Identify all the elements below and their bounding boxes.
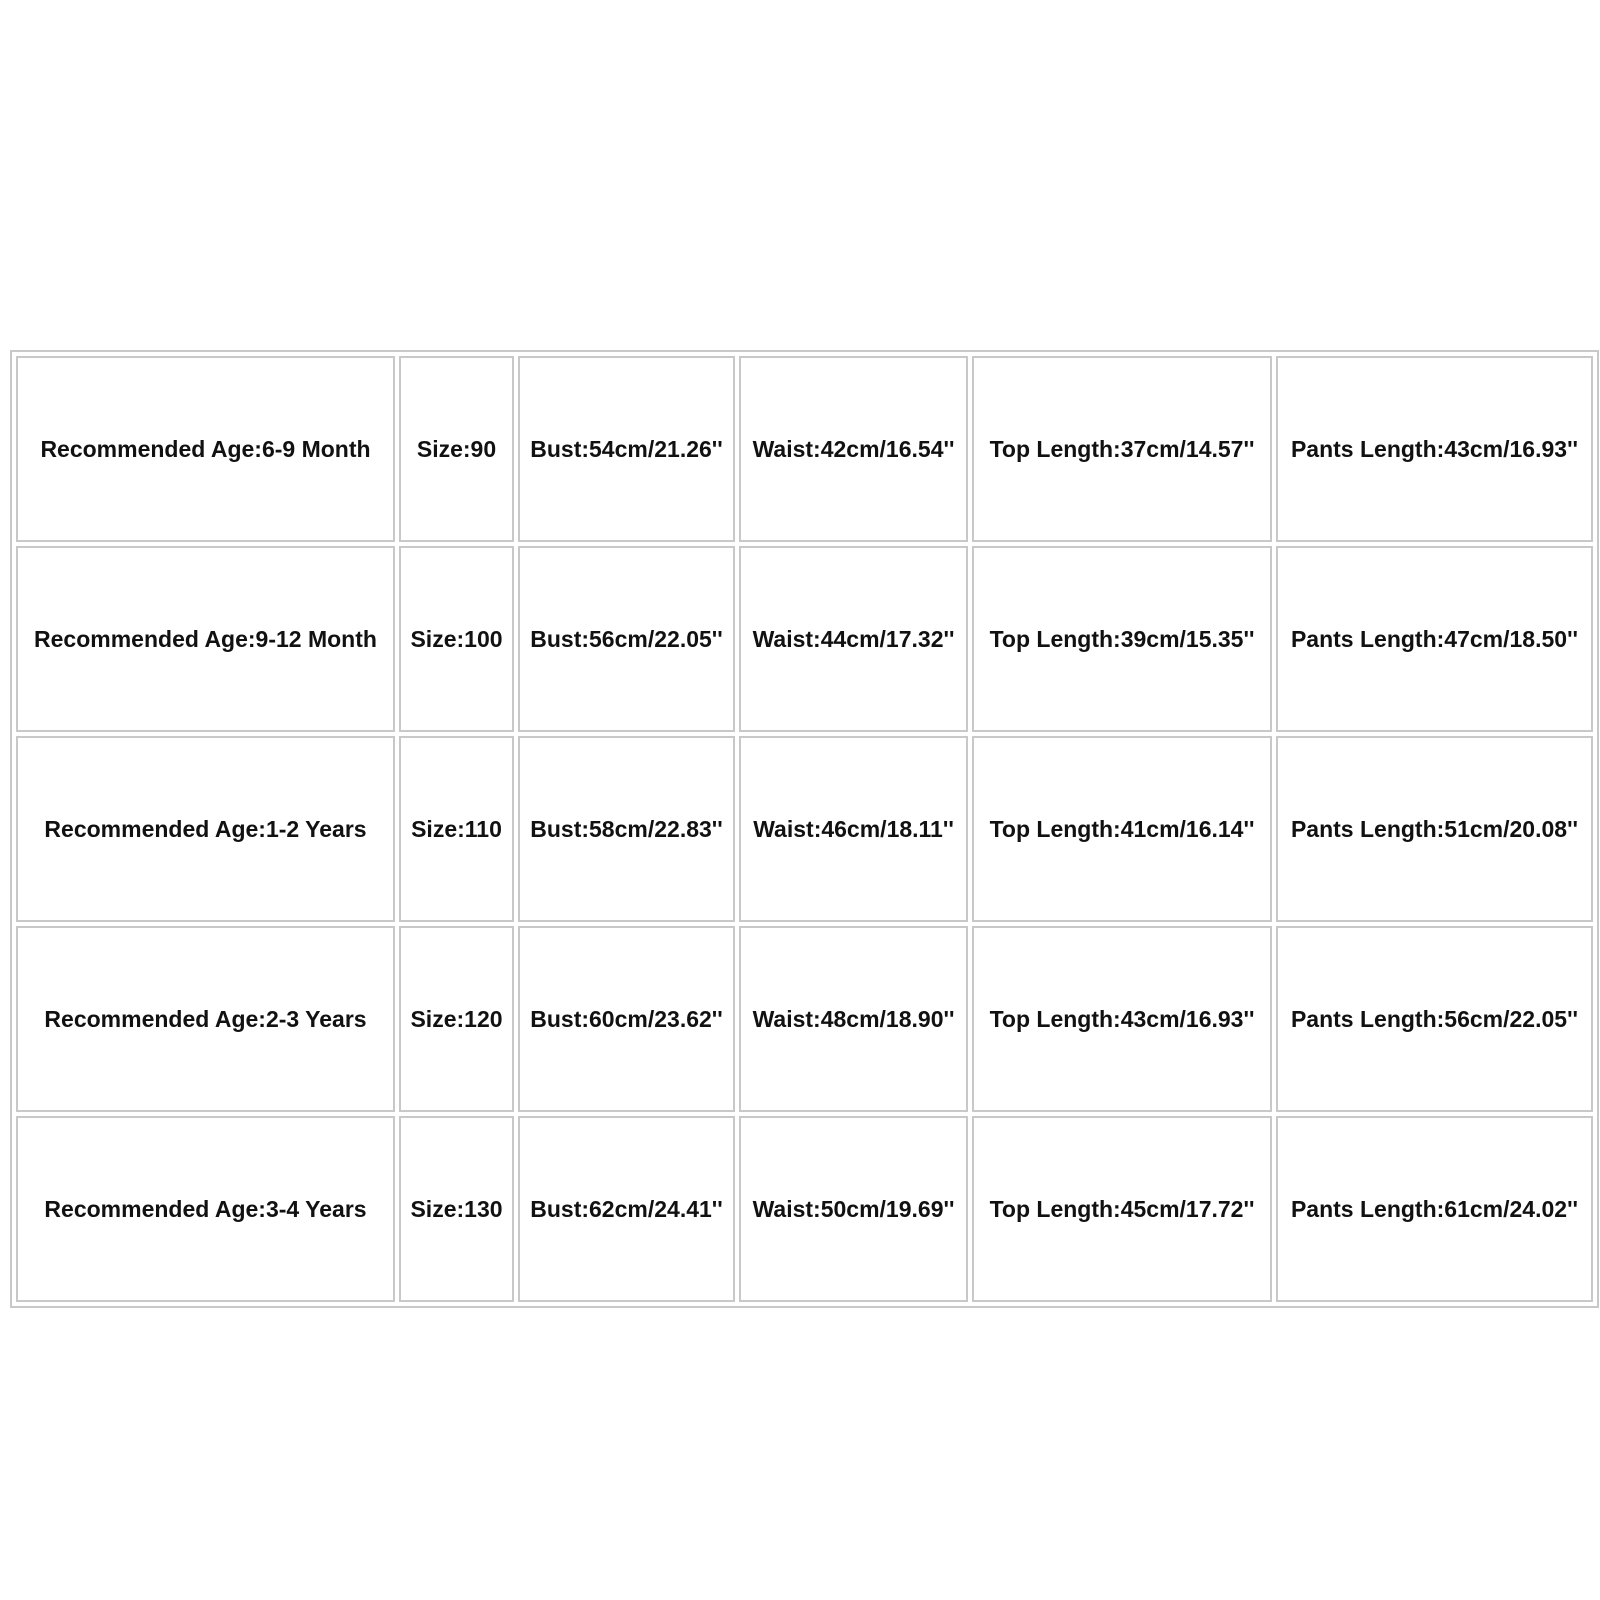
size-cell: Size:110 <box>399 736 514 922</box>
bust-cell: Bust:58cm/22.83'' <box>518 736 735 922</box>
bust-cell: Bust:56cm/22.05'' <box>518 546 735 732</box>
table-row <box>16 546 1593 732</box>
top-length-cell: Top Length:45cm/17.72'' <box>972 1116 1272 1302</box>
pants-length-cell: Pants Length:43cm/16.93'' <box>1276 356 1593 542</box>
top-length-cell: Top Length:39cm/15.35'' <box>972 546 1272 732</box>
top-length-cell: Top Length:41cm/16.14'' <box>972 736 1272 922</box>
waist-cell: Waist:42cm/16.54'' <box>739 356 968 542</box>
bust-cell: Bust:62cm/24.41'' <box>518 1116 735 1302</box>
size-chart-table <box>10 350 1599 1308</box>
top-length-cell: Top Length:43cm/16.93'' <box>972 926 1272 1112</box>
waist-cell: Waist:50cm/19.69'' <box>739 1116 968 1302</box>
table-row <box>16 356 1593 542</box>
pants-length-cell: Pants Length:61cm/24.02'' <box>1276 1116 1593 1302</box>
pants-length-cell: Pants Length:51cm/20.08'' <box>1276 736 1593 922</box>
table-row <box>16 736 1593 922</box>
waist-cell: Waist:46cm/18.11'' <box>739 736 968 922</box>
waist-cell: Waist:44cm/17.32'' <box>739 546 968 732</box>
pants-length-cell: Pants Length:47cm/18.50'' <box>1276 546 1593 732</box>
table-row <box>16 1116 1593 1302</box>
size-cell: Size:100 <box>399 546 514 732</box>
age-cell: Recommended Age:2-3 Years <box>16 926 395 1112</box>
table-row <box>16 926 1593 1112</box>
pants-length-cell: Pants Length:56cm/22.05'' <box>1276 926 1593 1112</box>
size-cell: Size:90 <box>399 356 514 542</box>
bust-cell: Bust:54cm/21.26'' <box>518 356 735 542</box>
waist-cell: Waist:48cm/18.90'' <box>739 926 968 1112</box>
age-cell: Recommended Age:3-4 Years <box>16 1116 395 1302</box>
age-cell: Recommended Age:9-12 Month <box>16 546 395 732</box>
age-cell: Recommended Age:6-9 Month <box>16 356 395 542</box>
size-cell: Size:130 <box>399 1116 514 1302</box>
size-cell: Size:120 <box>399 926 514 1112</box>
top-length-cell: Top Length:37cm/14.57'' <box>972 356 1272 542</box>
bust-cell: Bust:60cm/23.62'' <box>518 926 735 1112</box>
age-cell: Recommended Age:1-2 Years <box>16 736 395 922</box>
